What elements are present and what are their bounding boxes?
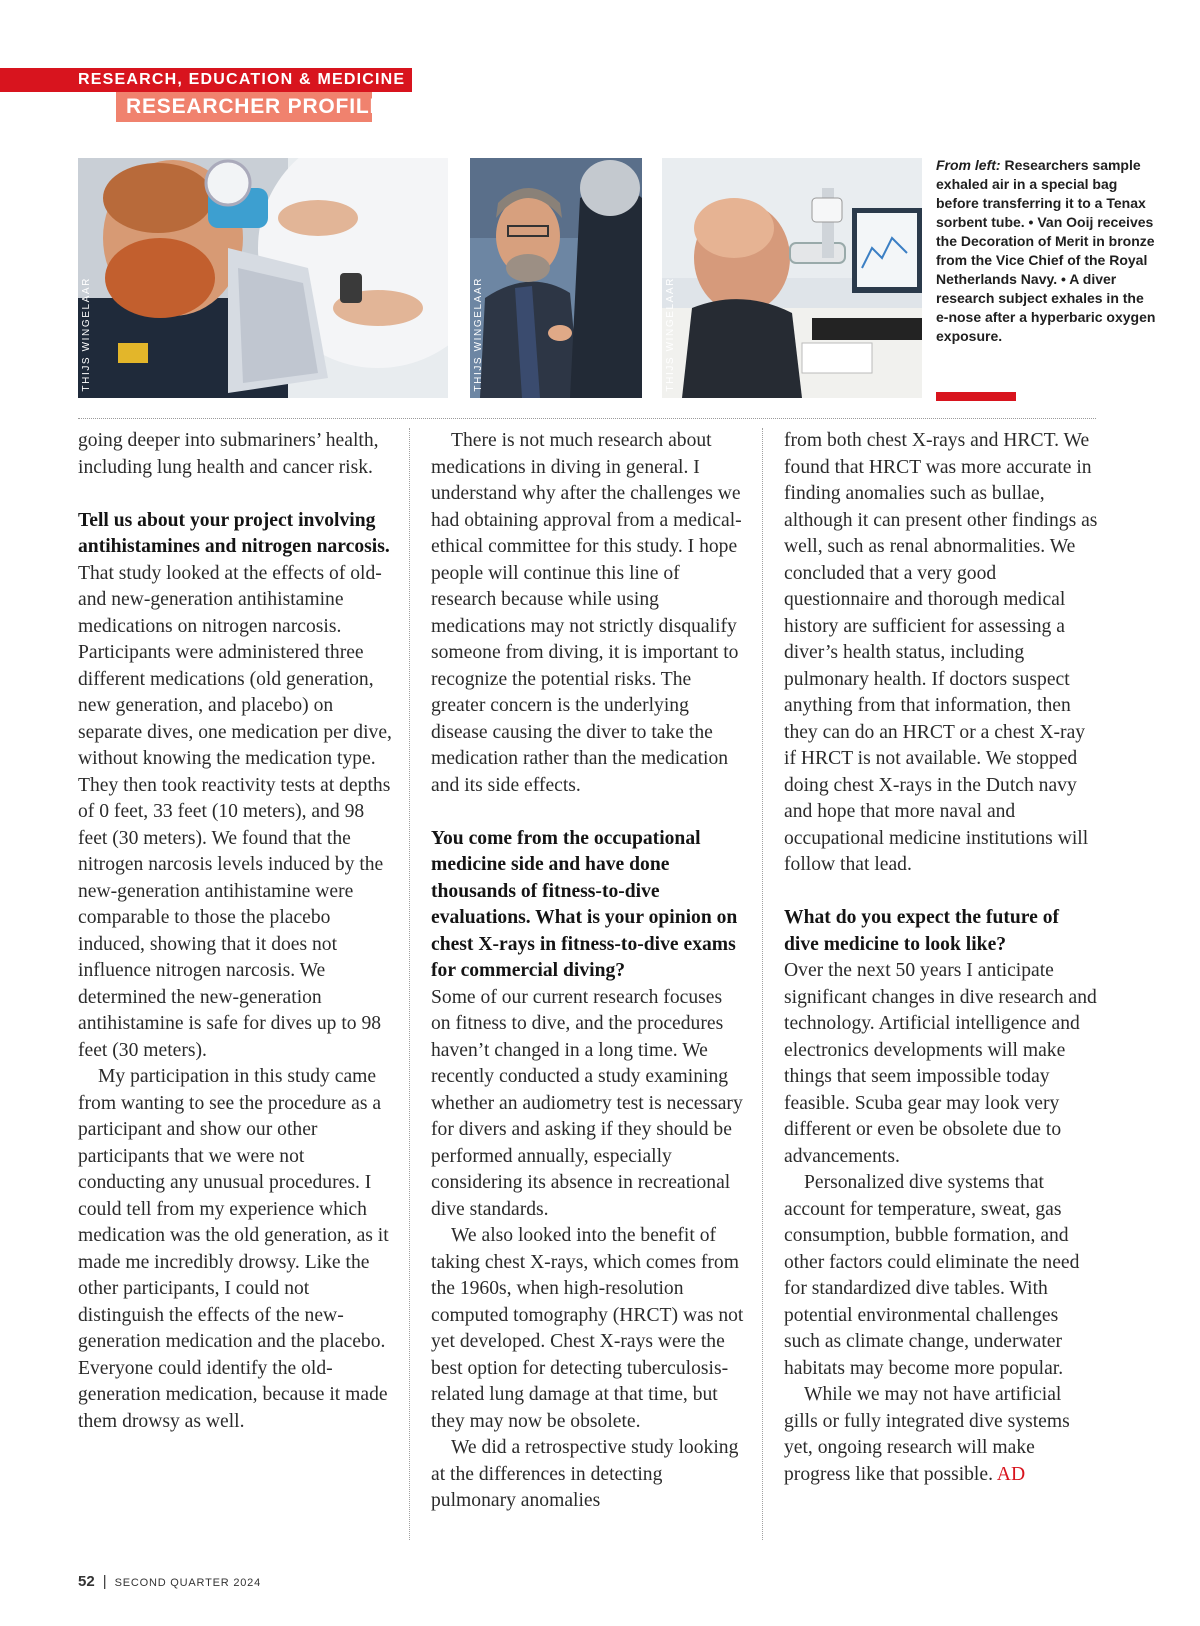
- subsection-label: RESEARCHER PROFILE: [126, 95, 385, 118]
- caption-text: Researchers sample exhaled air in a special bag before transferring it to a Tenax sorbent tube. • Van Ooij receives the Decoration of Merit in bronze from the Vice Chief of the Royal Netherlands Navy. • A diver research subject exhales in the e-nose after a hyperbaric oxygen exposure.: [936, 157, 1156, 344]
- photo-credit: THIJS WINGELAAR: [473, 277, 484, 392]
- paragraph: My participation in this study came from wanting to see the procedure as a participant and show our other participants that we were not conducting any unusual procedures. I could tell from my experience which medication was the old generation, as it made me incredibly drowsy. Like the other participants, I could not distinguish the effects of the new-generation medication and the placebo. Everyone could identify the old-generation medication, because it made them drowsy as well.: [78, 1066, 389, 1432]
- caption-lead: From left:: [936, 157, 1001, 173]
- column-divider: [762, 428, 763, 1540]
- interview-question: Tell us about your project involving antihistamines and nitrogen narcosis.: [78, 509, 390, 557]
- paragraph: Over the next 50 years I anticipate significant changes in dive research and technology. Artificial intelligence and electronics developments will make things that seem impossible today feasible. Scuba gear may look very different or even be obsolete due to advancements.: [784, 960, 1097, 1167]
- photo-caption: [936, 156, 1156, 346]
- article-column-3: [784, 428, 1098, 1488]
- paragraph: Some of our current research focuses on fitness to dive, and the procedures haven’t changed in a long time. We recently conducted a study examining whether an audiometry test is necessary for divers and asking if they should be performed annually, especially considering its absence in recreational dive standards.: [431, 986, 743, 1220]
- footer-separator: |: [102, 1573, 107, 1590]
- photo-e-nose-diver: [662, 158, 922, 398]
- caption-rule: [936, 392, 1016, 401]
- paragraph-text: While we may not have artificial gills or fully integrated dive systems yet, ongoing research will make progress like that possible.: [784, 1384, 1070, 1485]
- interview-question: What do you expect the future of dive medicine to look like?: [784, 907, 1060, 955]
- photo-exhaled-air-sampling: [78, 158, 448, 398]
- photo-decoration-ceremony: [470, 158, 642, 398]
- paragraph: That study looked at the effects of old- and new-generation antihistamine medications on nitrogen narcosis. Participants were administered three different medications (old generation, new generation, and placebo) on separate dives, one medication per dive, without knowing the medication type. They then took reactivity tests at depths of 0 feet, 33 feet (10 meters), and 98 feet (30 meters). We found that the nitrogen narcosis levels induced by the new-generation antihistamine were comparable to those the placebo induced, showing that it does not influence nitrogen narcosis. We determined the new-generation antihistamine is safe for dives up to 98 feet (30 meters).: [78, 562, 392, 1061]
- article-column-1: [78, 428, 392, 1435]
- interview-question: You come from the occupational medicine side and have done thousands of fitness-to-dive evaluations. What is your opinion on chest X-rays in fitness-to-dive exams for commercial diving?: [431, 827, 738, 981]
- column-divider: [409, 428, 410, 1540]
- paragraph: We did a retrospective study looking at the differences in detecting pulmonary anomalies: [431, 1437, 739, 1511]
- paragraph: There is not much research about medications in diving in general. I understand why after the challenges we had obtaining approval from a medical-ethical committee for this study. I hope people will continue this line of research because while using medications may not strictly disqualify someone from diving, it is important to recognize the potential risks. The greater concern is the underlying disease causing the diver to take the medication rather than the medication and its side effects.: [431, 430, 742, 796]
- end-mark: AD: [996, 1463, 1026, 1485]
- paragraph: We also looked into the benefit of taking chest X-rays, which comes from the 1960s, when high-resolution computed tomography (HRCT) was not yet developed. Chest X-rays were the best option for detecting tuberculosis-related lung damage at that time, but they may now be obsolete.: [431, 1225, 744, 1432]
- paragraph: Personalized dive systems that account for temperature, sweat, gas consumption, bubble formation, and other factors could eliminate the need for standardized dive tables. With potential environmental challenges such as climate change, underwater habitats may become more popular.: [784, 1172, 1080, 1379]
- article-column-2: [431, 428, 745, 1515]
- paragraph: going deeper into submariners’ health, including lung health and cancer risk.: [78, 430, 379, 478]
- page-footer: [78, 1573, 261, 1591]
- photo-divider: [78, 418, 1096, 419]
- paragraph: from both chest X-rays and HRCT. We found that HRCT was more accurate in finding anomalies such as bullae, although it can present other findings as well, such as renal abnormalities. We concluded that a very good questionnaire and thorough medical history are sufficient for assessing a diver’s health status, including pulmonary health. If doctors suspect anything from that information, then they can do an HRCT or a chest X-ray if HRCT is not available. We stopped doing chest X-rays in the Dutch navy and hope that more naval and occupational medicine institutions will follow that lead.: [784, 430, 1098, 875]
- section-label: RESEARCH, EDUCATION & MEDICINE: [78, 71, 406, 88]
- photo-credit: THIJS WINGELAAR: [81, 277, 92, 392]
- paragraph: [784, 1382, 1098, 1488]
- issue-label: SECOND QUARTER 2024: [114, 1577, 262, 1589]
- photo-credit: THIJS WINGELAAR: [665, 277, 676, 392]
- page-number: 52: [78, 1573, 95, 1590]
